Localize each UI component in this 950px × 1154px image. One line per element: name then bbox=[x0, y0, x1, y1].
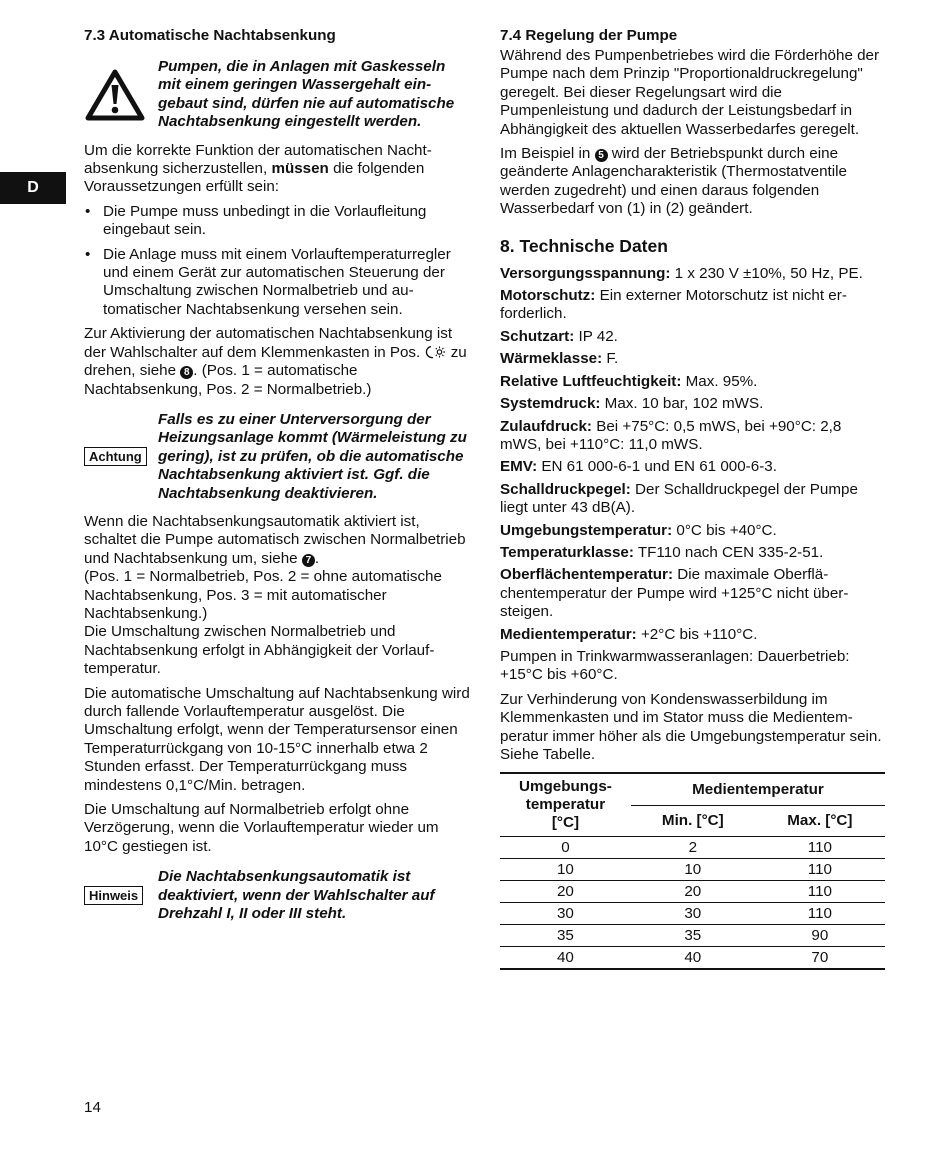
hinweis-badge: Hinweis bbox=[84, 886, 143, 905]
achtung-badge: Achtung bbox=[84, 447, 147, 466]
table-cell: 30 bbox=[500, 903, 631, 925]
paragraph-condensation: Zur Verhinderung von Kondenswasserbildung im Klemmenkasten und im Stator muss die Medientemperatur immer höher als die Umgebungstemperatur sein. Siehe Tabelle. bbox=[500, 690, 882, 763]
table-cell: 40 bbox=[500, 947, 631, 970]
warning-note bbox=[84, 58, 470, 132]
table-cell: 70 bbox=[755, 947, 885, 970]
table-cell: 20 bbox=[631, 881, 755, 903]
table-row bbox=[500, 925, 885, 947]
paragraph-example: Im Beispiel in 5 wird der Betriebspunkt durch eine geänderte Anlagencharakteristik (Thermostatventile werden zugedreht) und einen daraus folgenden Wasserbedarf von (1) in (2) geändert. bbox=[500, 145, 847, 218]
warning-triangle-icon bbox=[84, 68, 146, 122]
table-cell: 2 bbox=[631, 837, 755, 859]
paragraph-requirements: Um die korrekte Funktion der automatischen Nachtabsenkung sicherzustellen, müssen die folgenden Voraussetzungen erfüllt sein: bbox=[84, 141, 432, 196]
paragraph-automation: Wenn die Nachtabsenkungsautomatik aktiviert ist, schaltet die Pumpe automatisch zwischen Normalbetrieb und Nachtabsenkung um, siehe 7 . bbox=[84, 512, 466, 567]
figure-ref-5: 5 bbox=[595, 149, 608, 162]
table-cell: 0 bbox=[500, 837, 631, 859]
achtung-text: Falls es zu einer Unterversorgung der Heizungsanlage kommt (Wärmeleistung zu gering), ist zu prüfen, ob die automatische Nachtabsenkung aktiviert ist. Ggf. die Nachtabsenkung deaktivieren. bbox=[158, 410, 467, 502]
paragraph-activation: Zur Aktivierung der automatischen Nachtabsenkung ist der Wahlschalter auf dem Klemmenkasten in Pos. zu drehen, siehe 8 . (Pos. 1 = automatische Nachtabsenkung, Pos. 2 = Normalbetrieb.) bbox=[84, 325, 467, 398]
page-number: 14 bbox=[84, 1099, 101, 1116]
right-column bbox=[500, 26, 885, 970]
paragraph-regulation: Während des Pumpenbetriebes wird die Förderhöhe der Pumpe nach dem Prinzip "Proportionaldruckregelung" geregelt. Bei dieser Regelungsart wird die Pumpenleistung und dadurch der Leistungsbedarf in Abhängigkeit des aktuellen Wasserbedarfes geregelt. bbox=[500, 47, 880, 138]
paragraph-trigger: Die automatische Umschaltung auf Nachtabsenkung wird durch fallende Vorlauftemperatur ausgelöst. Die Umschaltung erfolgt, wenn der Temperatursensor einen Temperaturrückgang von 10-15°C innerhalb etwa 2 Stunden erfasst. Der Temperaturrückgang muss mindestens 0,1°C/Min. betragen. bbox=[84, 684, 470, 794]
spec-item: Systemdruck: Max. 10 bar, 102 mWS. bbox=[500, 395, 764, 413]
table-cell: 90 bbox=[755, 925, 885, 947]
hinweis-text: Die Nachtabsenkungsautomatik ist deaktiviert, wenn der Wahlschalter auf Drehzahl I, II oder III steht. bbox=[158, 868, 435, 923]
table-cell: 10 bbox=[631, 859, 755, 881]
table-cell: 110 bbox=[755, 881, 885, 903]
spec-item: Schutzart: IP 42. bbox=[500, 327, 618, 345]
paragraph-drinking-water: Pumpen in Trinkwarmwasseranlagen: Dauerbetrieb: +15°C bis +60°C. bbox=[500, 647, 850, 684]
spec-item: Relative Luftfeuchtigkeit: Max. 95%. bbox=[500, 372, 758, 390]
left-column bbox=[84, 26, 470, 933]
table-cell: 20 bbox=[500, 881, 631, 903]
requirements-list bbox=[84, 203, 470, 319]
spec-item: Zulaufdruck: Bei +75°C: 0,5 mWS, bei +90°C: 2,8 mWS, bei +110°C: 11,0 mWS. bbox=[500, 417, 842, 453]
figure-ref-8: 8 bbox=[180, 366, 193, 379]
spec-item: EMV: EN 61 000-6-1 und EN 61 000-6-3. bbox=[500, 458, 777, 476]
table-cell: 110 bbox=[755, 837, 885, 859]
table-row bbox=[500, 947, 885, 970]
spec-item: Wärmeklasse: F. bbox=[500, 350, 619, 368]
table-cell: 10 bbox=[500, 859, 631, 881]
hinweis-note bbox=[84, 868, 470, 923]
spec-item: Motorschutz: Ein externer Motorschutz ist nicht erforderlich. bbox=[500, 287, 847, 323]
table-cell: 30 bbox=[631, 903, 755, 925]
spec-item: Medientemperatur: +2°C bis +110°C. bbox=[500, 625, 758, 643]
achtung-note bbox=[84, 411, 470, 503]
col-header-max: Max. [°C] bbox=[755, 805, 885, 836]
spec-list bbox=[500, 265, 885, 644]
list-item: • Die Pumpe muss unbedingt in die Vorlaufleitung eingebaut sein. bbox=[84, 203, 470, 240]
table-cell: 110 bbox=[755, 859, 885, 881]
warning-text: Pumpen, die in Anlagen mit Gaskesseln mit einem geringen Wassergehalt eingebaut sind, dürfen nie auf automatische Nachtabsenkung eingestellt werden. bbox=[158, 58, 455, 131]
table-cell: 35 bbox=[500, 925, 631, 947]
table-cell: 40 bbox=[631, 947, 755, 970]
paragraph-switching: Die Umschaltung zwischen Normalbetrieb und Nachtabsenkung erfolgt in Abhängigkeit der Vorlauftemperatur. bbox=[84, 623, 435, 678]
table-row bbox=[500, 881, 885, 903]
col-header-min: Min. [°C] bbox=[631, 805, 755, 836]
figure-ref-7: 7 bbox=[302, 554, 315, 567]
table-cell: 35 bbox=[631, 925, 755, 947]
table-cell: 110 bbox=[755, 903, 885, 925]
night-setback-icon bbox=[424, 345, 446, 359]
language-tab-label: D bbox=[27, 178, 39, 196]
spec-item: Oberflächentemperatur: Die maximale Oberflächentemperatur der Pumpe wird +125°C nicht übersteigen. bbox=[500, 566, 849, 621]
spec-item: Temperaturklasse: TF110 nach CEN 335-2-51. bbox=[500, 543, 824, 561]
section-heading-7-3: 7.3 Automatische Nachtabsenkung bbox=[84, 27, 336, 44]
col-header-ambient: Umgebungs- temperatur [°C] bbox=[500, 773, 631, 837]
spec-item: Versorgungsspannung: 1 x 230 V ±10%, 50 Hz, PE. bbox=[500, 264, 863, 282]
spec-item: Schalldruckpegel: Der Schalldruckpegel der Pumpe liegt unter 43 dB(A). bbox=[500, 480, 858, 517]
paragraph-positions: (Pos. 1 = Normalbetrieb, Pos. 2 = ohne automatische Nachtabsenkung, Pos. 3 = mit automatischer Nachtabsenkung.) bbox=[84, 568, 442, 622]
list-item: • Die Anlage muss mit einem Vorlauftemperaturregler und einem Gerät zur automatischen Steuerung der Umschaltung zwischen Normalbetrieb und automatischer Nachtabsenkung versehen sein. bbox=[84, 246, 470, 320]
section-heading-8: 8. Technische Daten bbox=[500, 235, 668, 256]
table-row bbox=[500, 837, 885, 859]
temperature-table bbox=[500, 772, 885, 970]
col-header-medium: Medientemperatur bbox=[631, 773, 885, 805]
paragraph-normal: Die Umschaltung auf Normalbetrieb erfolgt ohne Verzögerung, wenn die Vorlauftemperatur wieder um 10°C gestiegen ist. bbox=[84, 801, 439, 855]
table-row bbox=[500, 859, 885, 881]
spec-item: Umgebungstemperatur: 0°C bis +40°C. bbox=[500, 521, 777, 539]
language-tab bbox=[0, 172, 66, 204]
section-heading-7-4: 7.4 Regelung der Pumpe bbox=[500, 27, 678, 44]
table-row bbox=[500, 903, 885, 925]
